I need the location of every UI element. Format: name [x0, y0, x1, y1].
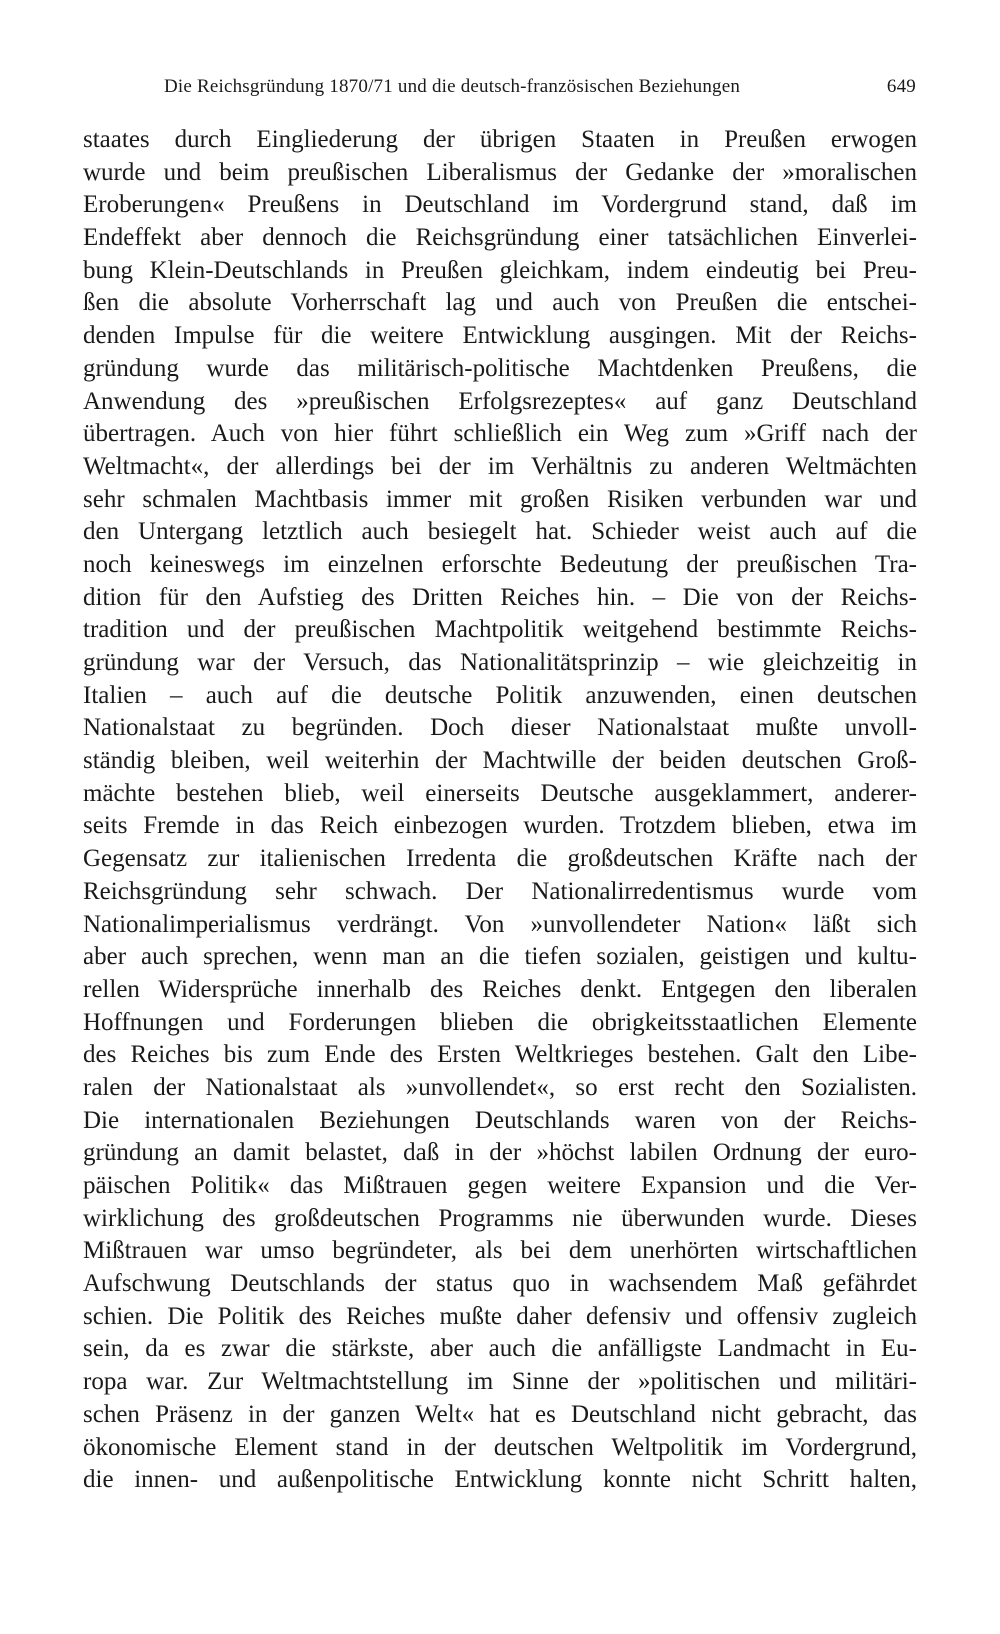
running-head-title: Die Reichsgründung 1870/71 und die deutsch-französischen Beziehungen — [164, 76, 741, 97]
text-line: tradition und der preußischen Machtpolitik weitgehend bestimmte Reichs- — [83, 616, 917, 644]
text-line: Hoffnungen und Forderungen blieben die obrigkeitsstaatlichen Elemente — [83, 1008, 917, 1036]
text-line: Nationalimperialismus verdrängt. Von »unvollendeter Nation« läßt sich — [83, 910, 917, 938]
text-line: aber auch sprechen, wenn man an die tiefen sozialen, geistigen und kultu- — [83, 943, 917, 971]
text-line: seits Fremde in das Reich einbezogen wurden. Trotzdem blieben, etwa im — [83, 812, 917, 840]
text-line: sein, da es zwar die stärkste, aber auch die anfälligste Landmacht in Eu- — [83, 1335, 917, 1363]
text-line: gründung war der Versuch, das Nationalitätsprinzip – wie gleichzeitig in — [83, 649, 917, 676]
text-line: Nationalstaat zu begründen. Doch dieser Nationalstaat mußte unvoll- — [83, 714, 917, 742]
text-line: den Untergang letztlich auch besiegelt hat. Schieder weist auch auf die — [83, 518, 917, 546]
text-line: dition für den Aufstieg des Dritten Reiches hin. – Die von der Reichs- — [83, 583, 917, 611]
text-line: ropa war. Zur Weltmachtstellung im Sinne der »politischen und militäri- — [83, 1368, 917, 1396]
text-line: Mißtrauen war umso begründeter, als bei dem unerhörten wirtschaftlichen — [83, 1237, 917, 1265]
text-line: ralen der Nationalstaat als »unvollendet«, so erst recht den Sozialisten. — [83, 1073, 917, 1101]
text-line: noch keineswegs im einzelnen erforschte Bedeutung der preußischen Tra- — [83, 550, 917, 578]
text-line: sehr schmalen Machtbasis immer mit großen Risiken verbunden war und — [83, 485, 917, 513]
text-line: mächte bestehen blieb, weil einerseits Deutsche ausgeklammert, anderer- — [83, 779, 917, 807]
text-line: die innen- und außenpolitische Entwicklung konnte nicht Schritt halten, — [83, 1466, 917, 1494]
text-line: Endeffekt aber dennoch die Reichsgründung einer tatsächlichen Einverlei- — [83, 224, 917, 252]
text-line: gründung an damit belastet, daß in der »höchst labilen Ordnung der euro- — [83, 1139, 917, 1167]
text-line: ßen die absolute Vorherrschaft lag und auch von Preußen die entschei- — [83, 289, 917, 317]
text-line: rellen Widersprüche innerhalb des Reiches denkt. Entgegen den liberalen — [83, 975, 917, 1003]
text-line: schen Präsenz in der ganzen Welt« hat es Deutschland nicht gebracht, das — [83, 1400, 917, 1428]
text-line: Aufschwung Deutschlands der status quo in wachsendem Maß gefährdet — [83, 1270, 917, 1298]
text-line: übertragen. Auch von hier führt schließlich ein Weg zum »Griff nach der — [83, 420, 917, 448]
text-line: wirklichung des großdeutschen Programms nie überwunden wurde. Dieses — [83, 1204, 917, 1232]
text-line: Reichsgründung sehr schwach. Der Nationalirredentismus wurde vom — [83, 877, 917, 905]
text-line: ständig bleiben, weil weiterhin der Machtwille der beiden deutschen Groß- — [83, 747, 917, 775]
text-line: schien. Die Politik des Reiches mußte daher defensiv und offensiv zugleich — [83, 1302, 917, 1330]
running-head — [164, 72, 916, 102]
text-line: Die internationalen Beziehungen Deutschlands waren von der Reichs- — [83, 1106, 917, 1134]
text-line: Weltmacht«, der allerdings bei der im Verhältnis zu anderen Weltmächten — [83, 452, 917, 480]
text-line: Anwendung des »preußischen Erfolgsrezeptes« auf ganz Deutschland — [83, 387, 917, 415]
text-line: Eroberungen« Preußens in Deutschland im Vordergrund stand, daß im — [83, 191, 917, 219]
page-number: 649 — [886, 76, 916, 97]
text-line: staates durch Eingliederung der übrigen Staaten in Preußen erwogen — [83, 126, 917, 153]
text-line: denden Impulse für die weitere Entwicklung ausgingen. Mit der Reichs- — [83, 322, 917, 350]
text-line: gründung wurde das militärisch-politische Machtdenken Preußens, die — [83, 354, 917, 382]
text-line: päischen Politik« das Mißtrauen gegen weitere Expansion und die Ver- — [83, 1172, 917, 1199]
text-line: Gegensatz zur italienischen Irredenta die großdeutschen Kräfte nach der — [83, 845, 917, 873]
text-line: bung Klein-Deutschlands in Preußen gleichkam, indem eindeutig bei Preu- — [83, 256, 917, 284]
text-line: Italien – auch auf die deutsche Politik anzuwenden, einen deutschen — [83, 681, 917, 709]
text-line: des Reiches bis zum Ende des Ersten Weltkrieges bestehen. Galt den Libe- — [83, 1041, 917, 1069]
text-line: ökonomische Element stand in der deutschen Weltpolitik im Vordergrund, — [83, 1433, 917, 1461]
text-line: wurde und beim preußischen Liberalismus der Gedanke der »moralischen — [83, 158, 917, 186]
body-text — [83, 124, 917, 1497]
